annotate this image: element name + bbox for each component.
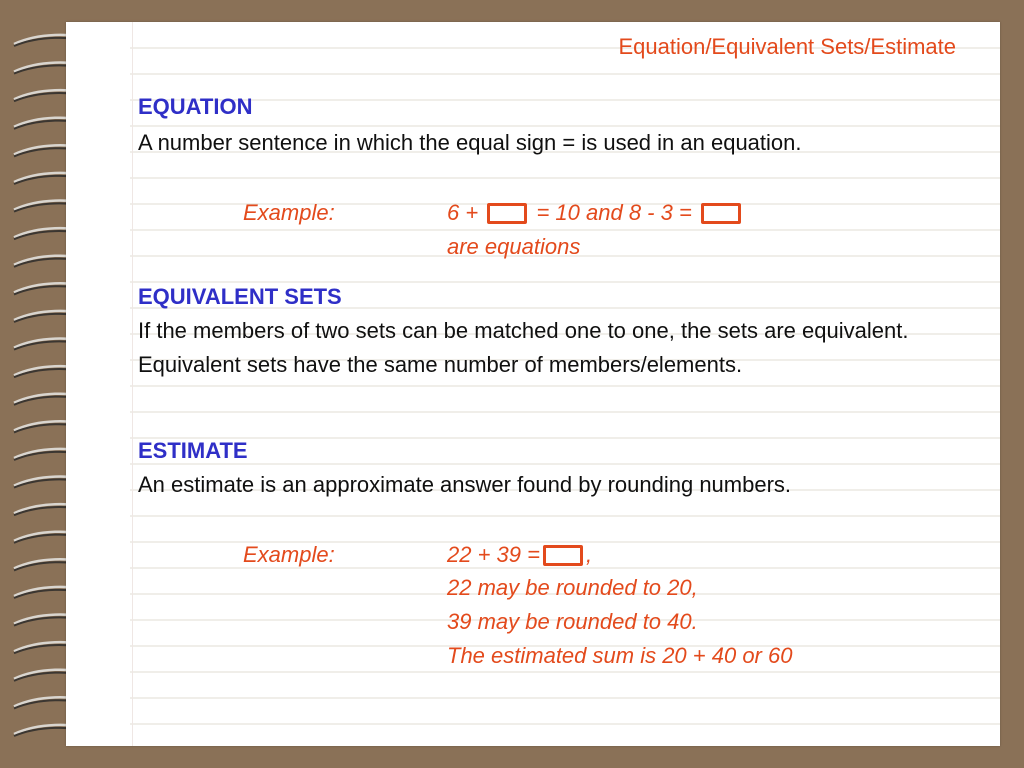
equation-definition: A number sentence in which the equal sign = is used in an equation. xyxy=(138,130,802,155)
estimate-example-part1: 22 + 39 = xyxy=(447,542,540,567)
equivalent-sets-heading: EQUIVALENT SETS xyxy=(138,284,342,309)
notebook-page xyxy=(66,22,1000,746)
estimate-heading: ESTIMATE xyxy=(138,438,248,463)
equation-example xyxy=(447,200,744,226)
equation-example-label: Example: xyxy=(243,200,335,225)
equation-example-note: are equations xyxy=(447,234,581,259)
equation-example-part2: = 10 and 8 - 3 = xyxy=(536,200,692,225)
equivalent-sets-definition: If the members of two sets can be matched one to one, the sets are equivalent. Equivalent sets have the same number of members/elements. xyxy=(138,318,909,377)
equation-example-part1: 6 + xyxy=(447,200,479,225)
blank-answer-box xyxy=(543,545,583,566)
equation-heading: EQUATION xyxy=(138,94,253,119)
blank-answer-box xyxy=(701,203,741,224)
page-title: Equation/Equivalent Sets/Estimate xyxy=(618,34,956,59)
blank-answer-box xyxy=(487,203,527,224)
estimate-line-1: 22 may be rounded to 20, xyxy=(447,575,698,600)
estimate-example xyxy=(447,542,592,568)
estimate-line-3: The estimated sum is 20 + 40 or 60 xyxy=(447,643,793,668)
margin-line xyxy=(132,22,133,746)
estimate-line-2: 39 may be rounded to 40. xyxy=(447,609,698,634)
estimate-definition: An estimate is an approximate answer found by rounding numbers. xyxy=(138,472,792,497)
estimate-example-part2: , xyxy=(585,542,593,567)
estimate-example-label: Example: xyxy=(243,542,335,567)
